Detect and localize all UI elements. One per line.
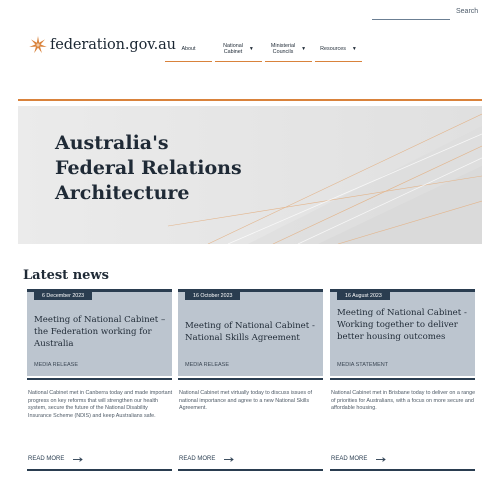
arrow-right-icon: [376, 457, 386, 462]
card-type: MEDIA RELEASE: [34, 362, 79, 368]
card-date: 16 October 2023: [185, 292, 240, 300]
nav-item-ministerial-councils[interactable]: [265, 38, 312, 62]
hero-banner: [18, 106, 482, 244]
nav-label-line1: National: [223, 42, 243, 49]
read-more-link[interactable]: [28, 456, 83, 462]
card-type: MEDIA STATEMENT: [337, 362, 389, 368]
nav-item-label: [223, 44, 243, 55]
card-title[interactable]: Meeting of National Cabinet – the Federation working for Australia: [34, 315, 166, 349]
read-more-label: READ MORE: [331, 456, 368, 462]
card-title[interactable]: Meeting of National Cabinet - National Skills Agreement: [185, 321, 315, 343]
news-card[interactable]: [27, 289, 173, 462]
arrow-right-icon: [224, 457, 234, 462]
read-more-link[interactable]: [331, 456, 386, 462]
hero-title-line: Australia's: [55, 132, 169, 154]
card-summary: National Cabinet met virtually today to discuss issues of national importance and agree to a new National Skills Agreement.: [179, 390, 313, 412]
nav-item-resources[interactable]: [315, 38, 362, 62]
star-icon: [28, 35, 48, 55]
card-bottom-bar: [27, 469, 172, 471]
main-nav: [165, 38, 365, 62]
card-bottom-bar: [330, 469, 475, 471]
nav-item-label: Resources: [320, 45, 346, 52]
news-card[interactable]: [330, 289, 476, 462]
news-card[interactable]: [178, 289, 323, 462]
nav-label-line2: Councils: [272, 48, 294, 55]
card-title[interactable]: Meeting of National Cabinet - Working together to deliver better housing outcomes: [337, 308, 467, 342]
nav-item-national-cabinet[interactable]: [215, 38, 262, 62]
card-header-panel[interactable]: [27, 292, 172, 376]
card-type: MEDIA RELEASE: [185, 362, 230, 368]
card-summary: National Cabinet met in Brisbane today to deliver on a range of priorities for Australians, with a focus on more secure and affordable housing.: [331, 390, 476, 412]
card-divider: [178, 378, 323, 380]
read-more-label: READ MORE: [28, 456, 65, 462]
read-more-link[interactable]: [179, 456, 234, 462]
hero-title-line: Architecture: [55, 182, 190, 204]
caret-down-icon: ▼: [351, 45, 357, 52]
latest-news-heading: Latest news: [23, 268, 109, 283]
card-divider: [27, 378, 172, 380]
card-bottom-bar: [178, 469, 323, 471]
nav-item-label: About: [181, 45, 196, 52]
read-more-label: READ MORE: [179, 456, 216, 462]
header-divider: [18, 99, 482, 101]
card-date: 16 August 2023: [337, 292, 390, 300]
search-button[interactable]: Search: [456, 8, 479, 15]
nav-item-about[interactable]: [165, 38, 212, 62]
caret-down-icon: ▼: [248, 45, 254, 52]
hero-title-line: Federal Relations: [55, 157, 242, 179]
card-divider: [330, 378, 475, 380]
site-logo[interactable]: [28, 31, 176, 59]
search-bar[interactable]: [372, 8, 482, 22]
card-date: 6 December 2023: [34, 292, 92, 300]
nav-label-line2: Cabinet: [223, 48, 243, 55]
logo-text: federation.gov.au: [50, 37, 176, 53]
arrow-right-icon: [73, 457, 83, 462]
card-header-panel[interactable]: [178, 292, 323, 376]
card-summary: National Cabinet met in Canberra today and made important progress on key reforms that will strengthen our health system, secure the future of the National Disability Insurance Scheme (NDIS) and keep Australians safe.: [28, 390, 173, 419]
nav-label-line1: Ministerial: [270, 42, 296, 49]
hero-title: [55, 131, 242, 206]
nav-item-label: [271, 44, 295, 55]
search-input[interactable]: [372, 19, 450, 20]
card-header-panel[interactable]: [330, 292, 475, 376]
caret-down-icon: ▼: [301, 45, 307, 52]
